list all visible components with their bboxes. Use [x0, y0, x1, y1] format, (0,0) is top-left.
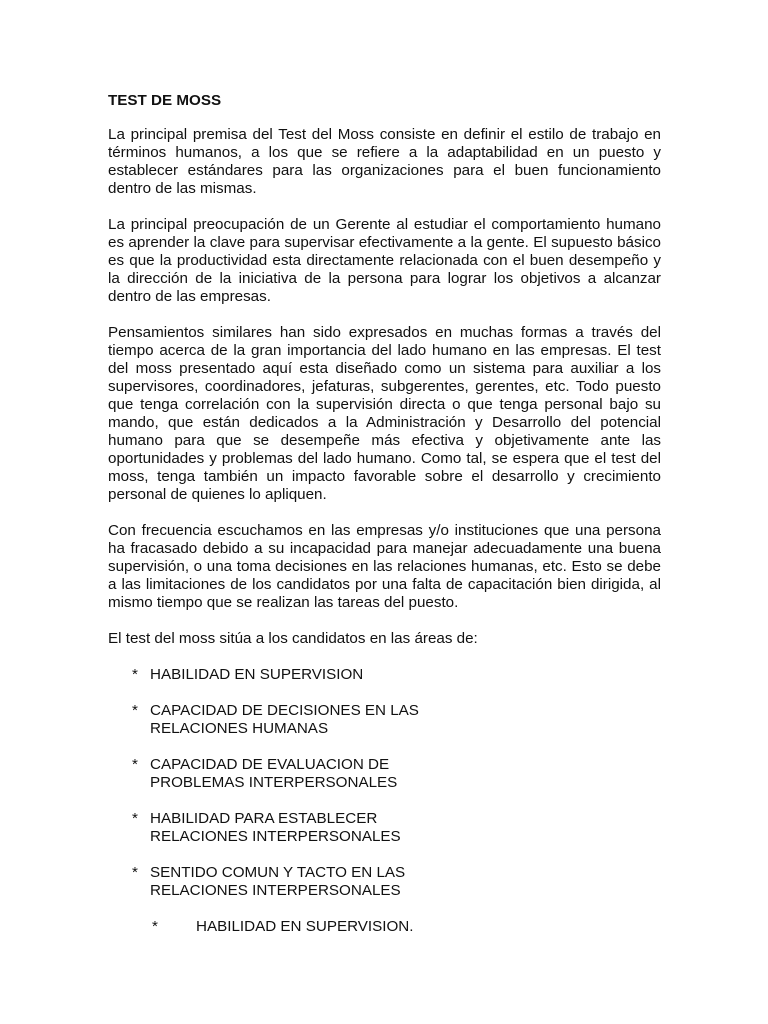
final-list-item [108, 918, 661, 936]
paragraph-premisa: La principal premisa del Test del Moss consiste en definir el estilo de trabajo en términos humanos, a los que se refiere a la adaptabilidad en un puesto y establecer estándares para las organizaciones para el buen funcionamiento dentro de las mismas. [108, 126, 661, 197]
paragraph-preocupacion: La principal preocupación de un Gerente al estudiar el comportamiento humano es aprender la clave para supervisar efectivamente a la gente. El supuesto básico es que la productividad esta directamente relacionada con el buen desempeño y la dirección de la iniciativa de la persona para lograr los objetivos a alcanzar dentro de las empresas. [108, 216, 661, 305]
list-item [108, 702, 661, 738]
paragraph-areas-intro: El test del moss sitúa a los candidatos en las áreas de: [108, 630, 478, 647]
list-item [108, 756, 661, 792]
final-area-label: HABILIDAD EN SUPERVISION. [196, 918, 414, 935]
paragraph-frecuencia: Con frecuencia escuchamos en las empresas y/o instituciones que una persona ha fracasado debido a su incapacidad para manejar adecuadamente una buena supervisión, o una toma decisiones en las relaciones humanas, etc. Esto se debe a las limitaciones de los candidatos por una falta de capacitación bien dirigida, al mismo tiempo que se realizan las tareas del puesto. [108, 522, 661, 611]
document-page [108, 92, 661, 936]
paragraph-pensamientos: Pensamientos similares han sido expresados en muchas formas a través del tiempo acerca de la gran importancia del lado humano en las empresas. El test del moss presentado aquí esta diseñado como un sistema para auxiliar a los supervisores, coordinadores, jefaturas, subgerentes, gerentes, etc. Todo puesto que tenga correlación con la supervisión directa o que tenga personal bajo su mando, que están dedicados a la Administración y Desarrollo del potencial humano para que se desempeñe más efectiva y objetivamente ante las oportunidades y problemas del lado humano. Como tal, se espera que el test del moss, tenga también un impacto favorable sobre el desarrollo y crecimiento personal de quienes lo apliquen. [108, 324, 661, 503]
list-item [108, 666, 661, 684]
area-label: CAPACIDAD DE DECISIONES EN LAS RELACIONES HUMANAS [150, 702, 419, 737]
areas-list [108, 666, 661, 900]
area-label: CAPACIDAD DE EVALUACION DE PROBLEMAS INTERPERSONALES [150, 756, 398, 791]
bullet-asterisk: * [132, 666, 138, 683]
bullet-asterisk: * [132, 756, 138, 773]
area-label: HABILIDAD PARA ESTABLECER RELACIONES INTERPERSONALES [150, 810, 401, 845]
bullet-asterisk: * [132, 864, 138, 881]
area-label: HABILIDAD EN SUPERVISION [150, 666, 364, 683]
bullet-asterisk: * [152, 918, 158, 935]
area-label: SENTIDO COMUN Y TACTO EN LAS RELACIONES INTERPERSONALES [150, 864, 406, 899]
bullet-asterisk: * [132, 810, 138, 827]
bullet-asterisk: * [132, 702, 138, 719]
list-item [108, 810, 661, 846]
document-title: TEST DE MOSS [108, 92, 222, 109]
list-item [108, 864, 661, 900]
